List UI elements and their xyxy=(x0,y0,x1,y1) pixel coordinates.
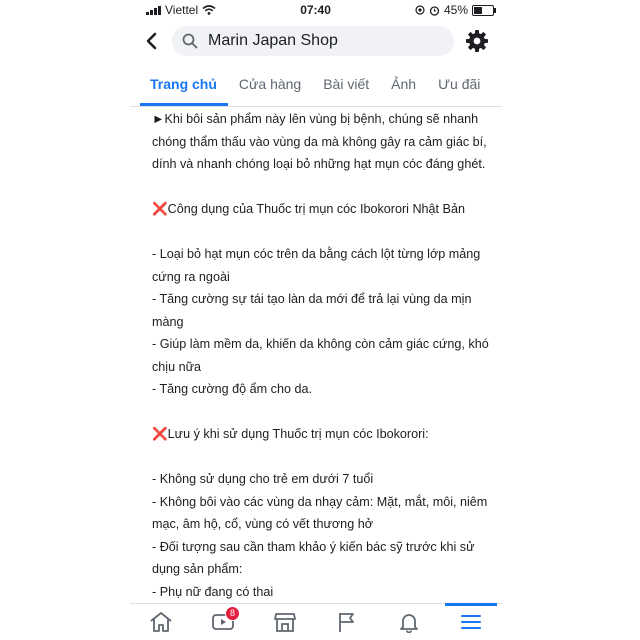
blank-line xyxy=(152,221,480,244)
menu-icon xyxy=(460,612,482,632)
flag-icon xyxy=(336,611,358,633)
nav-watch[interactable] xyxy=(203,604,243,640)
post-text-line: - Đối tượng sau cần tham khảo ý kiến bác sỹ trước khi sử xyxy=(152,539,475,554)
gear-icon xyxy=(465,29,489,53)
blank-line xyxy=(152,401,480,424)
home-icon xyxy=(149,611,173,633)
post-text-line: - Tăng cường sự tái tạo làn da mới để trả lại vùng da mịn xyxy=(152,292,472,306)
top-header xyxy=(130,20,502,62)
signal-icon xyxy=(146,6,161,15)
post-text-line: ❌Công dụng của Thuốc trị mụn cóc Ibokorori Nhật Bản xyxy=(152,202,465,216)
search-bar[interactable] xyxy=(172,26,454,56)
bell-icon xyxy=(398,611,420,633)
post-text-line: chóng thẩm thấu vào vùng da mà không gây ra cảm giác bí, xyxy=(152,134,487,149)
tab-posts[interactable]: Bài viết xyxy=(323,76,370,92)
post-text-line: - Loại bỏ hạt mụn cóc trên da bằng cách lột từng lớp mảng xyxy=(152,247,481,261)
marketplace-icon xyxy=(273,611,297,633)
post-text-line: - Phụ nữ đang có thai xyxy=(152,584,274,599)
post-text-line: dính và nhanh chóng loại bỏ những hạt mụn cóc đáng ghét. xyxy=(152,157,486,171)
tab-photos[interactable]: Ảnh xyxy=(391,76,417,92)
battery-level-fill xyxy=(474,7,482,14)
notification-badge: 8 xyxy=(225,606,240,621)
blank-line xyxy=(152,176,480,199)
nav-pages[interactable] xyxy=(327,604,367,640)
post-text-line: ►Khi bôi sản phẩm này lên vùng bị bệnh, chúng sẽ nhanh xyxy=(152,112,479,126)
back-button[interactable] xyxy=(138,25,164,57)
blank-line xyxy=(152,446,480,469)
status-bar xyxy=(130,0,502,20)
wifi-icon xyxy=(202,5,216,15)
post-text-line: màng xyxy=(152,314,184,329)
bottom-navigation xyxy=(130,603,502,640)
post-text-line: - Giúp làm mềm da, khiến da không còn cảm giác cứng, khó xyxy=(152,337,489,351)
carrier-label: Viettel xyxy=(165,3,199,17)
search-input[interactable] xyxy=(208,32,408,50)
post-text-line: - Không sử dụng cho trẻ em dưới 7 tuổi xyxy=(152,472,374,486)
settings-button[interactable] xyxy=(462,26,492,56)
post-text-line: - Không bôi vào các vùng da nhạy cảm: Mặt, mắt, môi, niêm xyxy=(152,494,488,509)
battery-icon xyxy=(472,5,494,16)
chevron-left-icon xyxy=(145,32,157,50)
nav-home[interactable] xyxy=(141,604,181,640)
post-text-line: mạc, âm hộ, cổ, vùng có vết thương hở xyxy=(152,517,373,531)
clock-time: 07:40 xyxy=(300,3,331,17)
post-text-line: cứng ra ngoài xyxy=(152,269,230,284)
search-icon xyxy=(182,33,198,49)
battery-percent: 45% xyxy=(443,3,468,17)
nav-menu[interactable] xyxy=(451,604,491,640)
nav-marketplace[interactable] xyxy=(265,604,305,640)
tab-home[interactable]: Trang chủ xyxy=(150,62,228,106)
location-icon xyxy=(415,5,425,15)
post-text-line: dụng sản phẩm: xyxy=(152,562,243,576)
tab-offers[interactable]: Ưu đãi xyxy=(438,76,481,92)
facebook-page-screen xyxy=(130,0,502,640)
post-text xyxy=(130,108,502,604)
post-text-line: - Tăng cường độ ẩm cho da. xyxy=(152,382,312,396)
post-text-line: chịu nữa xyxy=(152,359,202,374)
nav-notifications[interactable] xyxy=(389,604,429,640)
alarm-icon xyxy=(429,5,440,16)
page-tabs xyxy=(130,62,502,107)
post-text-line: ❌Lưu ý khi sử dụng Thuốc trị mụn cóc Ibokorori: xyxy=(152,427,429,441)
tab-shop[interactable]: Cửa hàng xyxy=(238,76,302,92)
